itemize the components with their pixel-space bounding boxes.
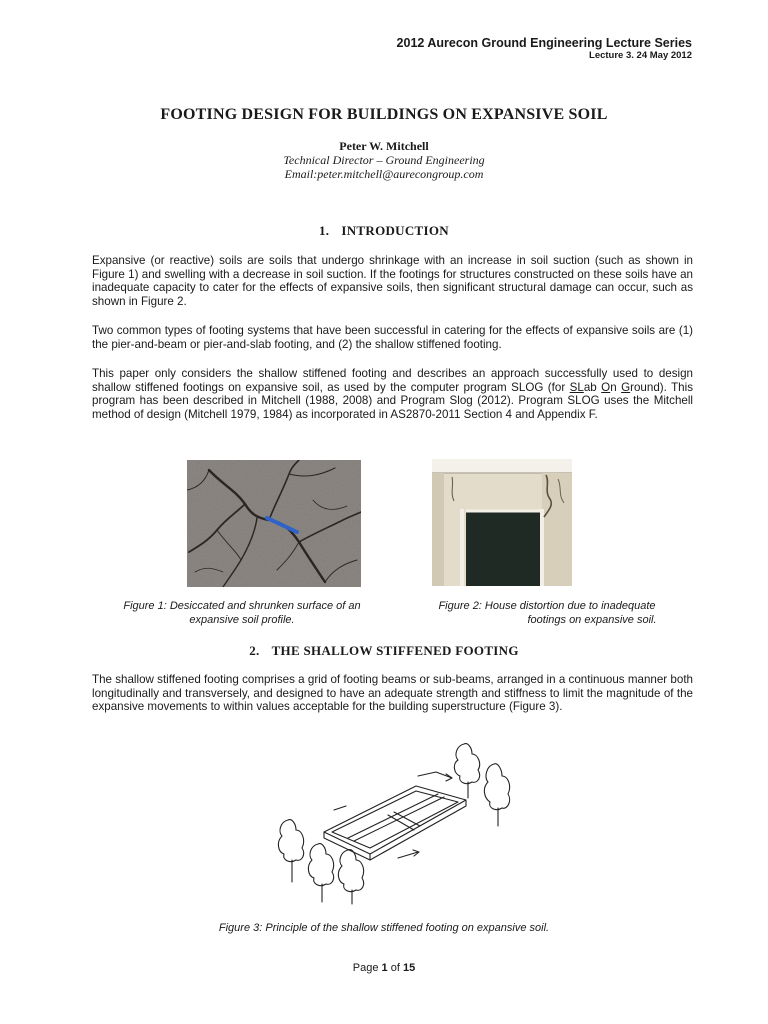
intro-p3-text-c: n xyxy=(610,380,622,394)
author-email: Email:peter.mitchell@aurecongroup.com xyxy=(284,167,484,181)
intro-p3-underline-o: O xyxy=(601,380,611,394)
figure-2-house-photo xyxy=(432,459,572,586)
footing-outline xyxy=(324,786,466,854)
section-2-paragraph-1: The shallow stiffened footing comprises a grid of footing beams or sub-beams, arranged in a continuous manner both longitudinally and transversely, and designed to have an adequate strength and stiffness to limit the magnitude of the expansive movements to within values acceptable for the building superstructure (Figure 3). xyxy=(92,673,693,714)
lecture-series-title: 2012 Aurecon Ground Engineering Lecture Series xyxy=(396,36,692,50)
figure-2-caption xyxy=(402,600,692,627)
section-1-title: INTRODUCTION xyxy=(341,223,449,238)
intro-p3-underline-g: G xyxy=(621,380,631,394)
section-1-number: 1. xyxy=(319,223,330,238)
lecture-date: Lecture 3. 24 May 2012 xyxy=(589,50,692,61)
section-2-heading xyxy=(0,643,768,659)
paper-title: FOOTING DESIGN FOR BUILDINGS ON EXPANSIVE SOIL xyxy=(160,106,608,123)
page-word: Page xyxy=(352,962,382,974)
page-total: 15 xyxy=(402,962,416,974)
intro-paragraph-2: Two common types of footing systems that have been successful in catering for the effects of expansive soils are (1) the pier-and-beam or pier-and-slab footing, and (2) the shallow stiffened footing. xyxy=(92,324,693,351)
figure-1-caption-line-1: Figure 1: Desiccated and shrunken surface of an xyxy=(123,600,361,612)
figure-2-caption-line-2: footings on expansive soil. xyxy=(527,613,657,626)
figure-3-footing-drawing xyxy=(268,736,530,906)
intro-p3-text-d: round). This program has been described in Mitchell (1988, 2008) and Program Slog (2012). Program SLOG uses the Mitchell method of design (Mitchell 1979, 1984) as incorporated in AS2870-2011 Section 4 and Appendix F. xyxy=(92,380,693,421)
intro-p3-text-a: This paper only considers the shallow stiffened footing and describes an approach successfully used to design shallow stiffened footings on expansive soil, as used by the computer program SLOG (for xyxy=(92,367,693,394)
author-name: Peter W. Mitchell xyxy=(339,139,429,153)
page-of: of xyxy=(387,962,403,974)
figure-1-caption-line-2: expansive soil profile. xyxy=(189,613,295,626)
intro-p3-text-b: ab xyxy=(583,380,602,394)
figure-1-soil-photo xyxy=(187,460,361,587)
section-2-number: 2. xyxy=(249,643,260,658)
figure-1-caption xyxy=(92,600,392,627)
intro-paragraph-1: Expansive (or reactive) soils are soils that undergo shrinkage with an increase in soil suction (such as shown in Figure 1) and swelling with a decrease in soil suction. If the footings for structures constructed on these soils have an inadequate capacity to cater for the effects of expansive soils, then significant structural damage can occur, such as shown in Figure 2. xyxy=(92,254,693,308)
author-role: Technical Director – Ground Engineering xyxy=(283,153,485,167)
figure-3-caption: Figure 3: Principle of the shallow stiffened footing on expansive soil. xyxy=(218,922,550,934)
section-2-title: THE SHALLOW STIFFENED FOOTING xyxy=(271,643,519,658)
section-1-heading xyxy=(0,223,768,239)
page-current: 1 xyxy=(381,962,388,974)
figure-2-caption-line-1: Figure 2: House distortion due to inadequate xyxy=(438,600,656,612)
intro-p3-underline-sl: SL xyxy=(569,380,584,394)
page-number xyxy=(0,962,768,974)
intro-paragraph-3 xyxy=(92,367,693,421)
